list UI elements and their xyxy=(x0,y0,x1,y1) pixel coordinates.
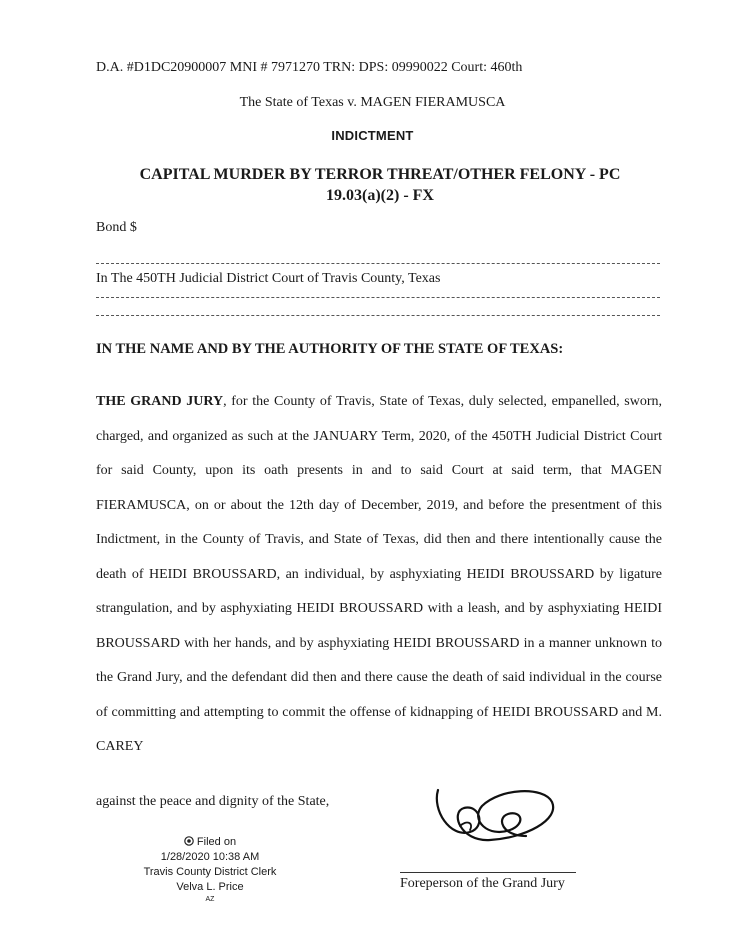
divider xyxy=(96,297,660,298)
case-title: The State of Texas v. MAGEN FIERAMUSCA xyxy=(239,95,506,110)
grand-jury-lead: THE GRAND JURY xyxy=(96,394,224,409)
filed-on-row xyxy=(184,835,236,850)
divider xyxy=(96,263,660,264)
signature-line xyxy=(400,872,576,873)
signature-label: Foreperson of the Grand Jury xyxy=(400,876,565,891)
indictment-body-text: , for the County of Travis, State of Texas, duly selected, empanelled, sworn, charged, and organized as such at the JANUARY Term, 2020, of the 450TH Judicial District Court for said County, upon its oath presents in and to said Court at said term, that MAGEN FIERAMUSCA, on or about the 12th day of December, 2019, and before the presentment of this Indictment, in the County of Travis, and State of Texas, did then and there intentionally cause the death of HEIDI BROUSSARD, an individual, by asphyxiating HEIDI BROUSSARD by ligature strangulation, and by asphyxiating HEIDI BROUSSARD with a leash, and by asphyxiating HEIDI BROUSSARD with her hands, and by asphyxiating HEIDI BROUSSARD in a manner unknown to the Grand Jury, and the defendant did then and there cause the death of said individual in the course of committing and attempting to commit the offense of kidnapping of HEIDI BROUSSARD and M. CAREY xyxy=(96,394,662,754)
bond-amount: Bond $ xyxy=(96,220,137,235)
clerk-name: Velva L. Price xyxy=(176,881,244,893)
filing-stamp xyxy=(110,835,310,905)
charge-heading-line-2: 19.03(a)(2) - FX xyxy=(326,187,434,204)
clerk-office: Travis County District Clerk xyxy=(143,866,277,878)
seal-icon xyxy=(184,836,194,846)
indictment-body xyxy=(96,385,662,765)
closing-statement: against the peace and dignity of the State, xyxy=(96,794,330,809)
authority-heading: IN THE NAME AND BY THE AUTHORITY OF THE STATE OF TEXAS: xyxy=(96,341,564,357)
clerk-initials: AZ xyxy=(205,896,215,903)
foreperson-signature xyxy=(430,780,570,850)
charge-heading-line-1: CAPITAL MURDER BY TERROR THREAT/OTHER FELONY - PC xyxy=(139,166,621,183)
charge-heading xyxy=(100,164,660,206)
divider xyxy=(96,315,660,316)
filed-datetime: 1/28/2020 10:38 AM xyxy=(160,851,260,863)
filed-on-label: Filed on xyxy=(196,836,237,848)
case-identifiers: D.A. #D1DC20900007 MNI # 7971270 TRN: DPS: 09990022 Court: 460th xyxy=(96,60,523,75)
court-line: In The 450TH Judicial District Court of Travis County, Texas xyxy=(96,271,441,286)
document-type-heading: INDICTMENT xyxy=(331,128,414,143)
